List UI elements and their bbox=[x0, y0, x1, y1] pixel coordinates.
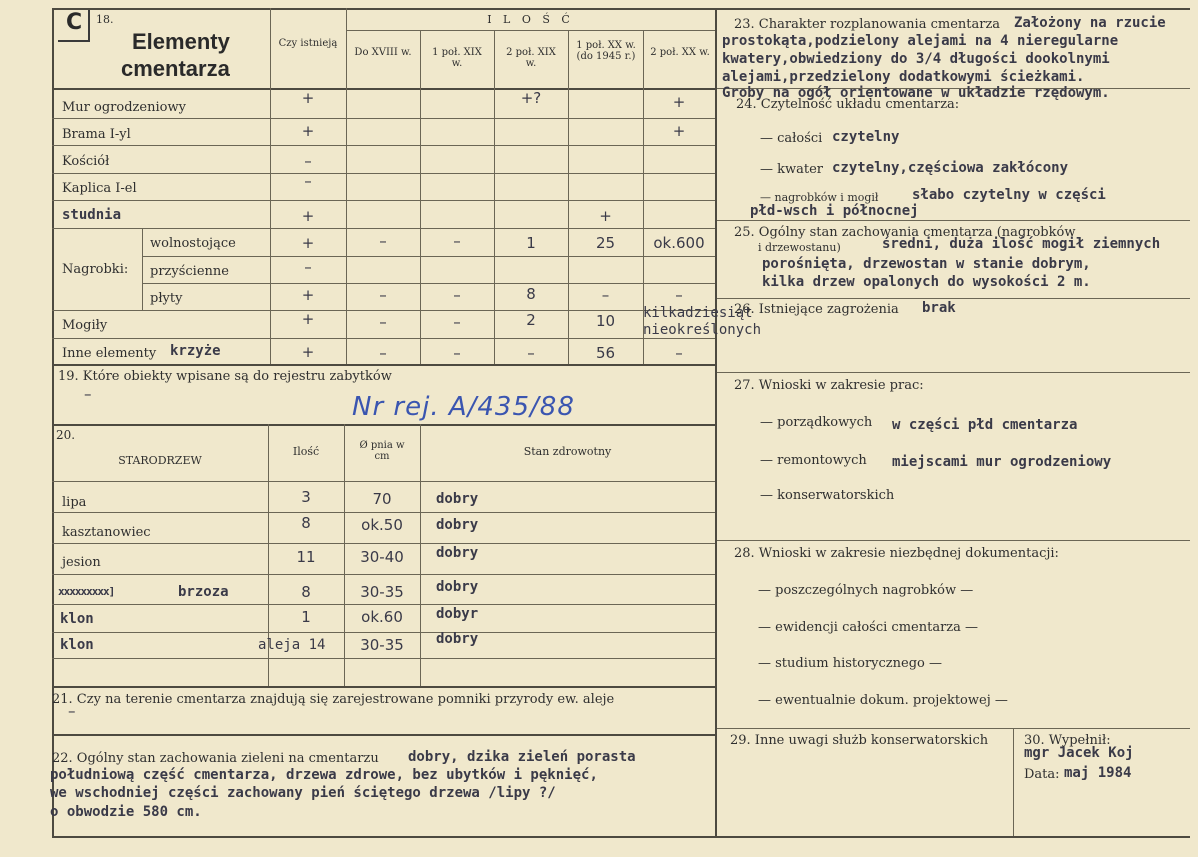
tree-qty: 8 bbox=[301, 514, 311, 532]
q25-line2: porośnięta, drzewostan w stanie dobrym, bbox=[762, 256, 1091, 272]
tree-diam: 30-35 bbox=[360, 636, 404, 654]
qty-cell: – bbox=[675, 286, 683, 304]
tree-name: klon bbox=[60, 611, 94, 627]
q20-col-qty: Ilość bbox=[292, 445, 320, 458]
q26-label: 26. Istniejące zagrożenia bbox=[734, 302, 899, 317]
col-exists-header: Czy istnieją bbox=[278, 38, 338, 49]
q23-line1: Założony na rzucie bbox=[1014, 15, 1166, 31]
period-header-1: 1 poł. XIX w. bbox=[432, 47, 482, 69]
tree-diam: 30-40 bbox=[360, 548, 404, 566]
q21-label: 21. Czy na terenie cmentarza znajdują się zarejestrowane pomniki przyrody ew. aleje bbox=[52, 692, 615, 707]
qty-cell: – bbox=[527, 344, 535, 362]
tree-name: lipa bbox=[62, 495, 87, 510]
quantity-group-header: I L O Ś Ć bbox=[487, 13, 574, 26]
period-header-2: 2 poł. XIX w. bbox=[506, 47, 556, 69]
q24-continuation: płd-wsch i północnej bbox=[750, 203, 919, 219]
q21-answer: – bbox=[68, 702, 76, 720]
tree-health: dobry bbox=[436, 517, 479, 533]
tree-qty: 3 bbox=[301, 488, 311, 506]
q24-item-label: — nagrobków i mogił bbox=[760, 191, 879, 204]
element-extra: krzyże bbox=[170, 343, 221, 359]
exists-cell: + bbox=[301, 207, 315, 225]
q25-line1: średni, duża ilość mogił ziemnych bbox=[882, 236, 1161, 252]
q22-label: 22. Ogólny stan zachowania zieleni na cmentarzu bbox=[52, 751, 379, 766]
qty-cell: +? bbox=[520, 89, 542, 107]
qty-cell: 10 bbox=[595, 312, 616, 330]
q27-item-value: miejscami mur ogrodzeniowy bbox=[892, 454, 1112, 470]
qty-cell: + bbox=[672, 122, 686, 140]
q28-item: — ewidencji całości cmentarza — bbox=[758, 620, 979, 635]
nagrobki-group-label: Nagrobki: bbox=[62, 262, 129, 277]
q25-line3: kilka drzew opalonych do wysokości 2 m. bbox=[762, 274, 1091, 290]
q19-register-number: Nr rej. A/435/88 bbox=[352, 392, 575, 422]
q24-label: 24. Czytelność układu cmentarza: bbox=[736, 97, 960, 112]
tree-diam: ok.60 bbox=[361, 608, 403, 626]
section-title-line1: Elementy bbox=[132, 29, 230, 54]
tree-qty: 1 bbox=[301, 608, 311, 626]
exists-cell: + bbox=[301, 122, 315, 140]
q29-label: 29. Inne uwagi służb konserwatorskich bbox=[730, 733, 989, 748]
exists-cell: + bbox=[301, 286, 315, 304]
tree-qty: aleja 14 bbox=[258, 637, 326, 653]
q23-line4: alejami,przedzielony dodatkowymi ścieżkami. bbox=[722, 69, 1085, 85]
period-header-3: 1 poł. XX w. (do 1945 r.) bbox=[576, 40, 636, 62]
qty-cell: 8 bbox=[526, 285, 536, 303]
element-label: Mur ogrodzeniowy bbox=[62, 100, 186, 115]
period-header-0: Do XVIII w. bbox=[354, 47, 412, 58]
tree-health: dobry bbox=[436, 545, 479, 561]
q30-date-label: Data: bbox=[1024, 767, 1060, 782]
tree-diam: ok.50 bbox=[361, 516, 403, 534]
q20-col-health: Stan zdrowotny bbox=[523, 445, 612, 458]
q23-line5: Groby na ogół orientowane w układzie rzędowym. bbox=[722, 85, 1110, 101]
qty-cell: – bbox=[379, 232, 387, 250]
q30-author: mgr Jacek Koj bbox=[1024, 745, 1134, 761]
tree-diam: 70 bbox=[372, 490, 392, 508]
qty-cell: – bbox=[379, 344, 387, 362]
q28-label: 28. Wnioski w zakresie niezbędnej dokumentacji: bbox=[734, 546, 1059, 561]
qty-cell: – bbox=[379, 313, 387, 331]
section-title-line2: cmentarza bbox=[121, 56, 230, 81]
element-label: płyty bbox=[150, 291, 183, 306]
q27-item-label: — konserwatorskich bbox=[760, 488, 895, 503]
element-label: przyścienne bbox=[150, 264, 229, 279]
q24-item-label: — kwater bbox=[760, 162, 824, 177]
element-label: Brama I-yl bbox=[62, 127, 131, 142]
q27-label: 27. Wnioski w zakresie prac: bbox=[734, 378, 924, 393]
qty-cell: ok.600 bbox=[653, 234, 705, 252]
element-label: Kaplica I-el bbox=[62, 181, 137, 196]
element-label: Mogiły bbox=[62, 318, 108, 333]
qty-cell: – bbox=[453, 232, 461, 250]
q27-item-label: — remontowych bbox=[760, 453, 867, 468]
q27-item-value: w części płd cmentarza bbox=[892, 417, 1078, 433]
element-label: studnia bbox=[62, 207, 122, 223]
q20-number: 20. bbox=[56, 428, 76, 442]
qty-cell: – bbox=[379, 286, 387, 304]
element-label: wolnostojące bbox=[150, 236, 236, 251]
qty-cell: 25 bbox=[595, 234, 616, 252]
tree-name: kasztanowiec bbox=[62, 525, 151, 540]
period-header-4: 2 poł. XX w. bbox=[650, 47, 710, 58]
section-letter: C bbox=[66, 10, 83, 35]
tree-name: brzoza bbox=[178, 584, 229, 600]
tree-health: dobry bbox=[436, 631, 479, 647]
tree-name: jesion bbox=[62, 555, 101, 570]
qty-cell: – bbox=[453, 344, 461, 362]
q26-value: brak bbox=[922, 300, 956, 316]
q24-item-value: czytelny,częściowa zakłócony bbox=[832, 160, 1069, 176]
qty-cell: 1 bbox=[526, 234, 536, 252]
exists-cell: + bbox=[301, 89, 315, 107]
q20-title: STARODRZEW bbox=[118, 454, 202, 467]
q22-line1: dobry, dzika zieleń porasta bbox=[408, 749, 636, 765]
graves-note: kilkadziesiąt nieokreślonych bbox=[643, 305, 762, 338]
q19-label: 19. Które obiekty wpisane są do rejestru zabytków bbox=[58, 369, 392, 384]
q24-item-value: słabo czytelny w części bbox=[912, 187, 1106, 203]
q22-line4: o obwodzie 580 cm. bbox=[50, 804, 202, 820]
tree-qty: 8 bbox=[301, 583, 311, 601]
exists-cell: + bbox=[301, 343, 315, 361]
q30-date: maj 1984 bbox=[1064, 765, 1132, 781]
q25-label-line2: i drzewostanu) bbox=[758, 241, 841, 254]
q30-label: 30. Wypełnił: bbox=[1024, 733, 1111, 748]
section-number: 18. bbox=[96, 13, 114, 26]
tree-health: dobry bbox=[436, 491, 479, 507]
element-label: Inne elementy bbox=[62, 346, 157, 361]
qty-cell: + bbox=[599, 207, 612, 225]
q24-item-value: czytelny bbox=[832, 129, 900, 145]
exists-cell: + bbox=[301, 234, 315, 252]
qty-cell: 56 bbox=[595, 344, 616, 362]
q28-item: — ewentualnie dokum. projektowej — bbox=[758, 693, 1008, 708]
q22-line3: we wschodniej części zachowany pień ściętego drzewa /lipy ?/ bbox=[50, 785, 556, 801]
q28-item: — studium historycznego — bbox=[758, 656, 942, 671]
qty-cell: + bbox=[672, 93, 686, 111]
exists-cell: + bbox=[301, 310, 315, 328]
qty-cell: – bbox=[601, 286, 610, 304]
qty-cell: – bbox=[675, 344, 683, 362]
exists-cell: – bbox=[304, 172, 312, 190]
q20-col-diam: Ø pnia w cm bbox=[359, 440, 405, 462]
q19-answer: – bbox=[84, 385, 92, 403]
q22-line2: południową część cmentarza, drzewa zdrowe, bez ubytków i pęknięć, bbox=[50, 767, 598, 783]
tree-qty: 11 bbox=[296, 548, 316, 566]
q27-item-label: — porządkowych bbox=[760, 415, 873, 430]
tree-struck-text: xxxxxxxxx] bbox=[58, 585, 115, 598]
tree-diam: 30-35 bbox=[360, 583, 404, 601]
q23-line3: kwatery,obwiedziony do 3/4 długości dookolnymi bbox=[722, 51, 1110, 67]
exists-cell: – bbox=[304, 152, 312, 170]
qty-cell: – bbox=[453, 286, 461, 304]
qty-cell: 2 bbox=[526, 311, 536, 329]
q24-item-label: — całości bbox=[760, 131, 823, 146]
exists-cell: – bbox=[304, 258, 312, 276]
element-label: Kościół bbox=[62, 154, 110, 169]
q28-item: — poszczególnych nagrobków — bbox=[758, 583, 974, 598]
q23-line2: prostokąta,podzielony alejami na 4 nieregularne bbox=[722, 33, 1119, 49]
q23-label: 23. Charakter rozplanowania cmentarza bbox=[734, 17, 1001, 32]
tree-name: klon bbox=[60, 637, 94, 653]
qty-cell: – bbox=[453, 313, 461, 331]
tree-health: dobyr bbox=[436, 606, 479, 622]
q25-label-line1: 25. Ogólny stan zachowania cmentarza (nagrobków bbox=[734, 225, 1076, 240]
tree-health: dobry bbox=[436, 579, 479, 595]
